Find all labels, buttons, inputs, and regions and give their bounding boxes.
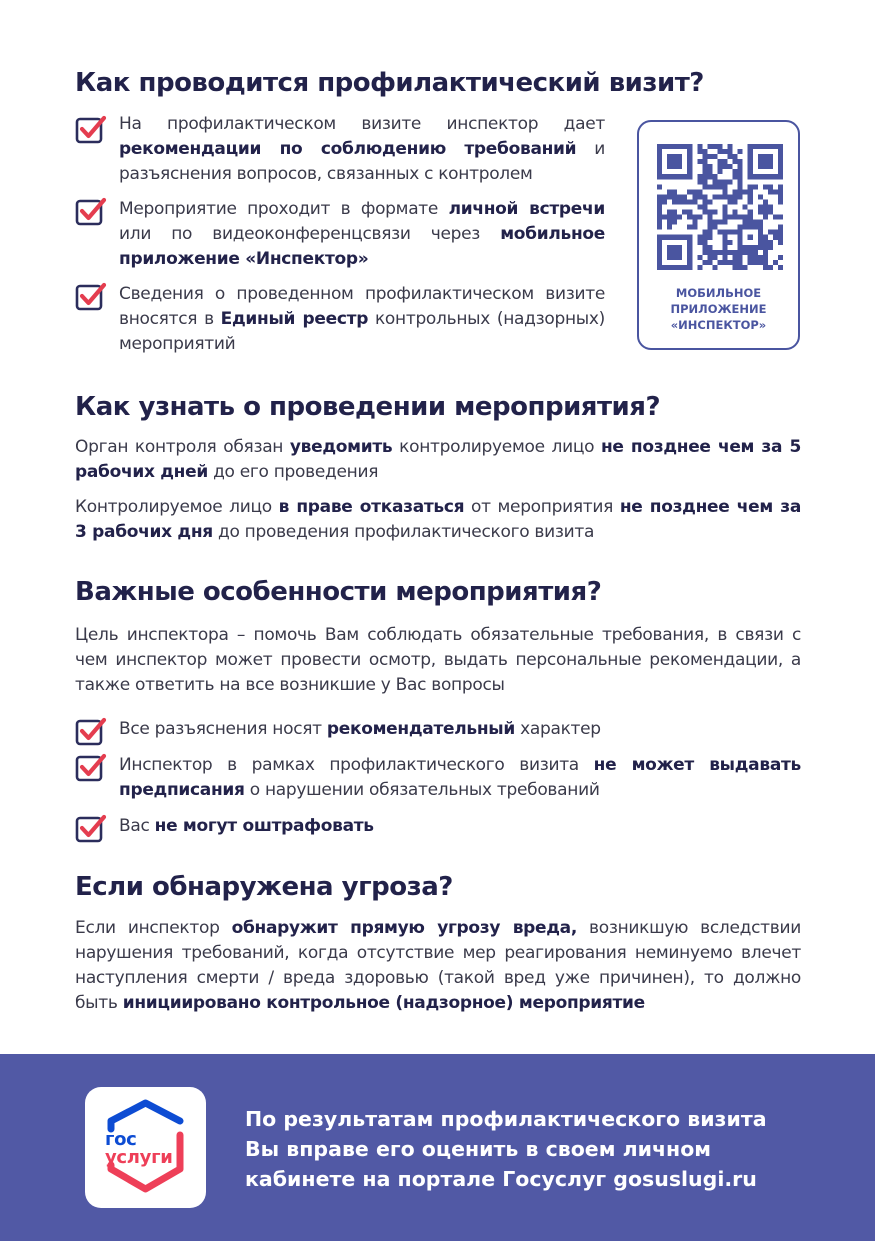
section3-intro xyxy=(75,623,801,698)
text-segment: и разъяснения вопросов, связанных с контролем xyxy=(119,139,605,184)
text-segment: Орган контроля обязан xyxy=(75,437,290,457)
gosuslugi-logo xyxy=(85,1087,206,1208)
emphasis-text: рекомендательный xyxy=(326,719,515,739)
emphasis-text: личной встречи xyxy=(448,199,605,219)
section3-item-2 xyxy=(119,753,801,803)
emphasis-text: рекомендации по соблюдению требований xyxy=(119,139,577,159)
qr-caption: МОБИЛЬНОЕ ПРИЛОЖЕНИЕ «ИНСПЕКТОР» xyxy=(670,286,767,332)
text-segment: возникшую вследствии нарушения требований, когда отсутствие мер реагирования неминуемо влечет наступления смерти / вреда здоровью (такой вред уже причинен), то должно быть xyxy=(75,918,801,1013)
section1-item-3 xyxy=(119,282,605,357)
emphasis-text: Единый реестр xyxy=(220,309,369,329)
footer-text: По результатам профилактического визита Вы вправе его оценить в своем личном кабинете на портале Госуслуг gosuslugi.ru xyxy=(245,1107,767,1191)
section2-heading: Как узнать о проведении мероприятия? xyxy=(75,392,661,422)
text-segment: до проведения профилактического визита xyxy=(212,522,595,542)
emphasis-text: не позднее чем за 3 рабочих дня xyxy=(75,497,801,542)
section4-paragraph xyxy=(75,916,801,1016)
text-segment: Сведения о проведенном профилактическом визите вносятся в xyxy=(119,284,605,329)
text-segment: Цель инспектора – помочь Вам соблюдать обязательные требования, в связи с чем инспектор может провести осмотр, выдать персональные рекомендации, а также ответить на все возникшие у Вас вопросы xyxy=(75,625,801,695)
footer-banner xyxy=(0,1054,875,1241)
text-segment: от мероприятия xyxy=(464,497,620,517)
checkbox-checked-icon xyxy=(75,752,107,782)
emphasis-text: не могут оштрафовать xyxy=(154,816,374,836)
text-segment: Все разъяснения носят xyxy=(119,719,327,739)
emphasis-text: обнаружит прямую угрозу вреда, xyxy=(231,918,578,938)
checkbox-checked-icon xyxy=(75,114,107,144)
text-segment: Мероприятие проходит в формате xyxy=(119,199,449,219)
text-segment: Инспектор в рамках профилактического визита xyxy=(119,755,594,775)
text-segment: На профилактическом визите инспектор дает xyxy=(119,114,605,134)
emphasis-text: инициировано контрольное (надзорное) мероприятие xyxy=(122,993,645,1013)
logo-text-gos: гос xyxy=(105,1129,137,1150)
text-segment: контролируемое лицо xyxy=(392,437,601,457)
emphasis-text: не может выдавать предписания xyxy=(119,755,801,800)
checkbox-checked-icon xyxy=(75,716,107,746)
qr-code-icon xyxy=(657,144,783,270)
text-segment: о нарушении обязательных требований xyxy=(244,780,600,800)
text-segment: до его проведения xyxy=(207,462,379,482)
checkbox-checked-icon xyxy=(75,196,107,226)
section3-item-3 xyxy=(119,814,801,839)
section1-item-2 xyxy=(119,197,605,272)
text-segment: контрольных (надзорных) мероприятий xyxy=(119,309,605,354)
text-segment: Контролируемое лицо xyxy=(75,497,279,517)
emphasis-text: не позднее чем за 5 рабочих дней xyxy=(75,437,801,482)
section3-heading: Важные особенности мероприятия? xyxy=(75,577,602,607)
section2-paragraph-1 xyxy=(75,435,801,485)
qr-card xyxy=(637,120,800,350)
checkbox-checked-icon xyxy=(75,813,107,843)
emphasis-text: мобильное приложение «Инспектор» xyxy=(119,224,605,269)
section1-item-1 xyxy=(119,112,605,187)
emphasis-text: уведомить xyxy=(289,437,393,457)
section3-item-1 xyxy=(119,717,801,742)
text-segment: Если инспектор xyxy=(75,918,232,938)
section1-heading: Как проводится профилактический визит? xyxy=(75,68,704,98)
logo-text-uslugi: услуги xyxy=(105,1147,173,1168)
text-segment: характер xyxy=(514,719,601,739)
section4-heading: Если обнаружена угроза? xyxy=(75,872,453,902)
text-segment: или по видеоконферeнцсвязи через xyxy=(119,224,501,244)
text-segment: Вас xyxy=(119,816,155,836)
section2-paragraph-2 xyxy=(75,495,801,545)
checkbox-checked-icon xyxy=(75,281,107,311)
emphasis-text: в праве отказаться xyxy=(278,497,465,517)
